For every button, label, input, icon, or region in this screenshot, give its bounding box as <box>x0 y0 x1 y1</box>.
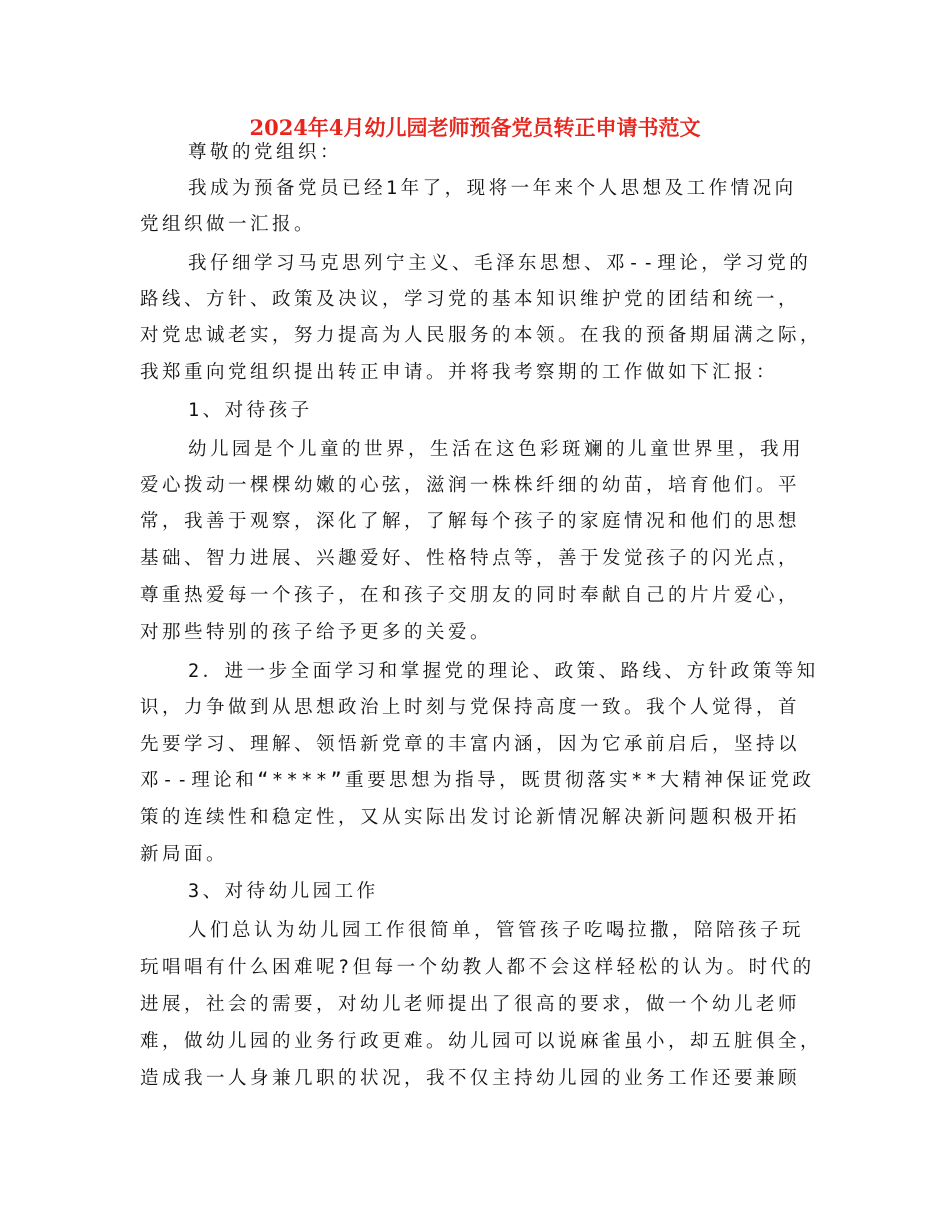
body-line: 我郑重向党组织提出转正申请。并将我考察期的工作做如下汇报： <box>140 362 779 383</box>
body-line: 基础、智力进展、兴趣爱好、性格特点等，善于发觉孩子的闪光点， <box>140 548 801 569</box>
body-line: 尊重热爱每一个孩子，在和孩子交朋友的同时奉献自己的片片爱心， <box>140 585 801 606</box>
section-heading: 2．进一步全面学习和掌握党的理论、政策、路线、方针政策等知 <box>188 661 819 682</box>
body-line: 邓--理论和“****”重要思想为指导，既贯彻落实**大精神保证党政 <box>140 770 815 791</box>
document-title: 2024年4月幼儿园老师预备党员转正申请书范文 <box>249 115 701 140</box>
body-line: 我仔细学习马克思列宁主义、毛泽东思想、邓--理论，学习党的 <box>188 253 812 274</box>
section-heading: 3、对待幼儿园工作 <box>188 881 379 902</box>
body-line: 先要学习、理解、领悟新党章的丰富内涵，因为它承前启后，坚持以 <box>140 734 801 755</box>
body-line: 新局面。 <box>140 844 229 865</box>
body-line: 进展，社会的需要，对幼儿老师提出了很高的要求，做一个幼儿老师 <box>140 994 801 1015</box>
body-line: 党组织做一汇报。 <box>140 214 317 235</box>
body-line: 造成我一人身兼几职的状况，我不仅主持幼儿园的业务工作还要兼顾 <box>140 1068 801 1089</box>
body-line: 路线、方针、政策及决议，学习党的基本知识维护党的团结和统一， <box>140 289 801 310</box>
body-line: 对那些特别的孩子给予更多的关爱。 <box>140 622 493 643</box>
body-line: 人们总认为幼儿园工作很简单，管管孩子吃喝拉撒，陪陪孩子玩 <box>188 920 805 941</box>
body-line: 爱心拨动一棵棵幼嫩的心弦，滋润一株株纤细的幼苗，培育他们。平 <box>140 475 801 496</box>
body-line: 对党忠诚老实，努力提高为人民服务的本领。在我的预备期届满之际， <box>140 325 823 346</box>
body-line: 玩唱唱有什么困难呢?但每一个幼教人都不会这样轻松的认为。时代的 <box>140 957 815 978</box>
body-line: 我成为预备党员已经1年了，现将一年来个人思想及工作情况向 <box>188 178 797 199</box>
body-line: 识，力争做到从思想政治上时刻与党保持高度一致。我个人觉得，首 <box>140 697 801 718</box>
body-line: 策的连续性和稳定性，又从实际出发讨论新情况解决新问题积极开拓 <box>140 807 801 828</box>
body-line: 难，做幼儿园的业务行政更难。幼儿园可以说麻雀虽小，却五脏俱全， <box>140 1031 823 1052</box>
salutation: 尊敬的党组织： <box>188 142 343 163</box>
section-heading: 1、对待孩子 <box>188 400 313 421</box>
body-line: 幼儿园是个儿童的世界，生活在这色彩斑斓的儿童世界里，我用 <box>188 439 805 460</box>
body-line: 常，我善于观察，深化了解，了解每个孩子的家庭情况和他们的思想 <box>140 511 801 532</box>
